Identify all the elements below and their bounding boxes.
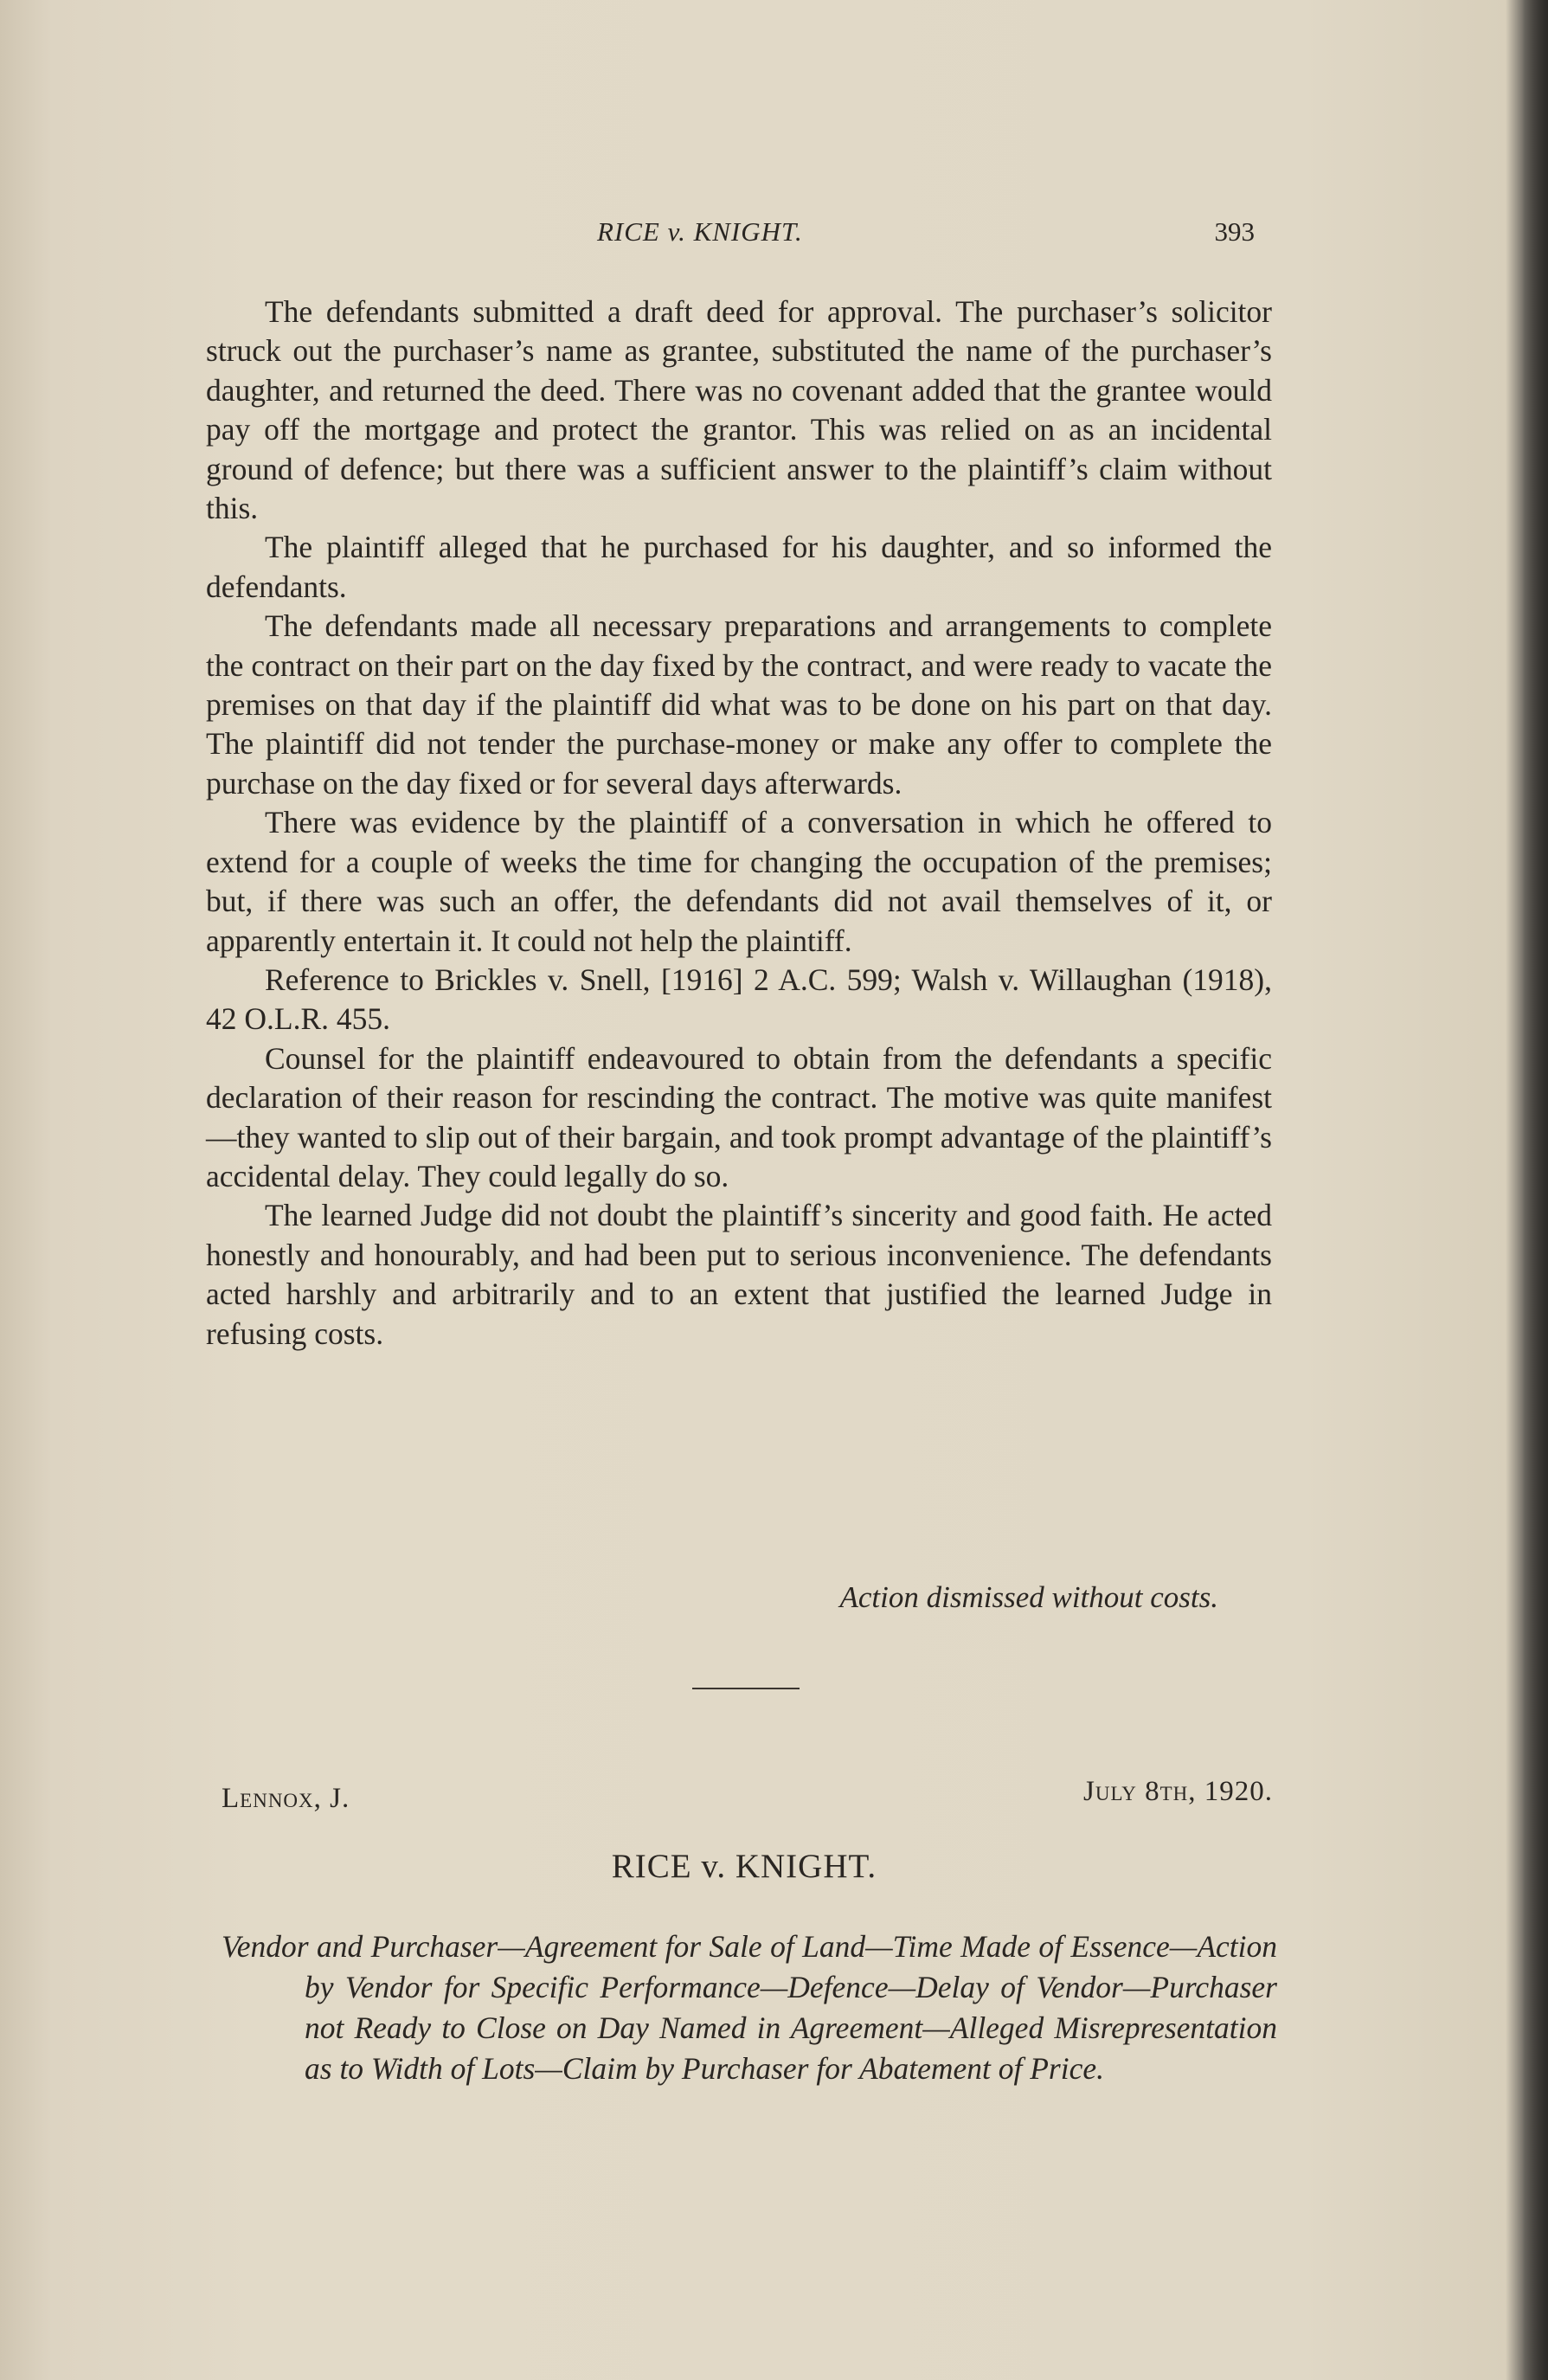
- paragraph: Reference to Brickles v. Snell, [1916] 2 A.C. 599; Walsh v. Willaughan (1918), 42 O.L.R. 455.: [206, 962, 1272, 1037]
- case-headnote: Vendor and Purchaser—Agreement for Sale of Land—Time Made of Essence—Action by Vendor for Specific Performance—Defence—Delay of Vendor—Purchaser not Ready to Close on Day Named in Agreement—Alleged Misrepresentation as to Width of Lots—Claim by Purchaser for Abatement of Price.: [222, 1929, 1277, 2086]
- running-head-title: RICE v. KNIGHT.: [597, 216, 803, 247]
- paragraph: The learned Judge did not doubt the plaintiff’s sincerity and good faith. He acted honestly and honourably, and had been put to serious inconvenience. The defendants acted harshly and arbitrarily and to an extent that justified the learned Judge in refusing costs.: [206, 1198, 1272, 1351]
- paragraph: The defendants made all necessary preparations and arrangements to complete the contract on their part on the day fixed by the contract, and were ready to vacate the premises on that day if the plaintiff did what was to be done on his part on that day. The plaintiff did not tender the purchase-money or make any offer to complete the purchase on the day fixed or for several days afterwards.: [206, 608, 1272, 801]
- binding-shadow: [1522, 0, 1548, 2380]
- judgment-date: July 8th, 1920.: [1083, 1776, 1273, 1807]
- judgment-result: Action dismissed without costs.: [839, 1580, 1218, 1614]
- case-title: RICE v. KNIGHT.: [611, 1848, 877, 1885]
- paragraph: The defendants submitted a draft deed for approval. The purchaser’s solicitor struck out the purchaser’s name as grantee, substituted the name of the purchaser’s daughter, and returned the deed. There was no covenant added that the grantee would pay off the mortgage and protect the grantor. This was relied on as an incidental ground of defence; but there was a sufficient answer to the plaintiff’s claim without this.: [206, 294, 1272, 526]
- body-text: [206, 293, 1272, 1354]
- paragraph: Counsel for the plaintiff endeavoured to obtain from the defendants a specific declaration of their reason for rescinding the contract. The motive was quite manifest—they wanted to slip out of their bargain, and took prompt advantage of the plaintiff’s accidental delay. They could legally do so.: [206, 1040, 1272, 1193]
- running-head: [216, 216, 1255, 260]
- paragraph: The plaintiff alleged that he purchased for his daughter, and so informed the defendants.: [206, 530, 1272, 604]
- page-number: 393: [1214, 216, 1255, 247]
- section-divider: [692, 1688, 800, 1689]
- judge-name: Lennox, J.: [222, 1783, 350, 1814]
- paragraph: There was evidence by the plaintiff of a conversation in which he offered to extend for a couple of weeks the time for changing the occupation of the premises; but, if there was such an offer, the defendants did not avail themselves of it, or apparently entertain it. It could not help the plaintiff.: [206, 805, 1272, 958]
